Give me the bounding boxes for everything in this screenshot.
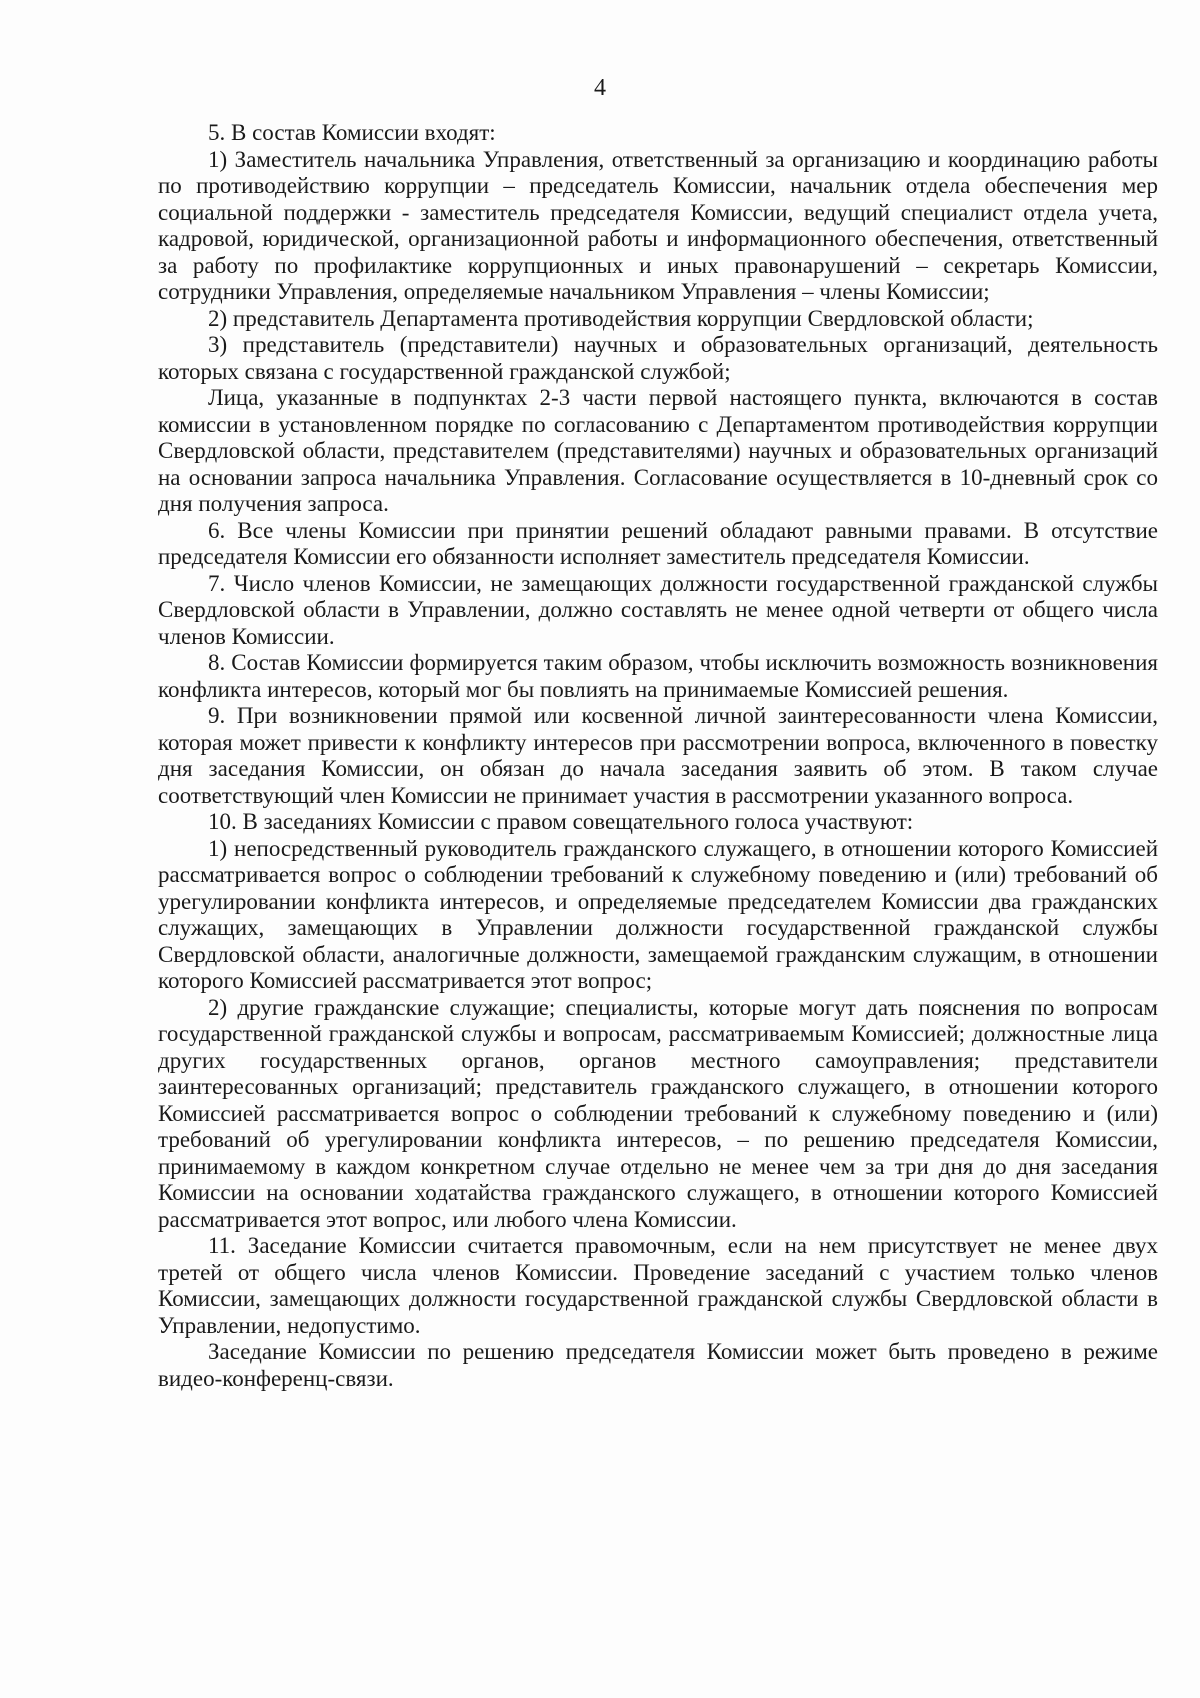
paragraph-11-videoconference: Заседание Комиссии по решению председателя Комиссии может быть проведено в режиме видео-конференц-связи. [158,1339,1158,1391]
page-number: 4 [594,75,606,101]
paragraph-5: 5. В состав Комиссии входят: [208,120,496,145]
paragraph-10: 10. В заседаниях Комиссии с правом совещательного голоса участвуют: [208,809,914,834]
paragraph-9: 9. При возникновении прямой или косвенной личной заинтересованности члена Комиссии, которая может привести к конфликту интересов при рассмотрении вопроса, включенного в повестку дня заседания Комиссии, он обязан до начала заседания заявить об этом. В таком случае соответствующий член Комиссии не принимает участия в рассмотрении указанного вопроса. [158,703,1158,808]
paragraph-5-item-2: 2) представитель Департамента противодействия коррупции Свердловской области; [208,305,1034,331]
paragraph-7: 7. Число членов Комиссии, не замещающих должности государственной гражданской службы Свердловской области в Управлении, должно составлять не менее одной четверти от общего числа членов Комиссии. [158,570,1158,649]
paragraph-5-persons-note: Лица, указанные в подпунктах 2-3 части первой настоящего пункта, включаются в состав комиссии в установленном порядке по согласованию с Департаментом противодействия коррупции Свердловской области, представителем (представителями) научных и образовательных организаций на основании запроса начальника Управления. Согласование осуществляется в 10-дневный срок со дня получения запроса. [158,385,1158,516]
paragraph-11: 11. Заседание Комиссии считается правомочным, если на нем присутствует не менее двух третей от общего числа членов Комиссии. Проведение заседаний с участием только членов Комиссии, замещающих должности государственной гражданской службы Свердловской области в Управлении, недопустимо. [158,1233,1158,1338]
paragraph-5-item-3: 3) представитель (представители) научных и образовательных организаций, деятельность которых связана с государственной гражданской службой; [158,332,1158,384]
paragraph-8: 8. Состав Комиссии формируется таким образом, чтобы исключить возможность возникновения конфликта интересов, который мог бы повлиять на принимаемые Комиссией решения. [158,650,1158,702]
paragraph-10-item-2: 2) другие гражданские служащие; специалисты, которые могут дать пояснения по вопросам государственной гражданской службы и вопросам, рассматриваемым Комиссией; должностные лица других государственных органов, органов местного самоуправления; представители заинтересованных организаций; представитель гражданского служащего, в отношении которого Комиссией рассматривается вопрос о соблюдении требований к служебному поведению и (или) требований об урегулировании конфликта интересов, – по решению председателя Комиссии, принимаемому в каждом конкретном случае отдельно не менее чем за три дня до дня заседания Комиссии на основании ходатайства гражданского служащего, в отношении которого Комиссией рассматривается этот вопрос, или любого члена Комиссии. [158,994,1158,1232]
document-body [158,120,1158,1392]
paragraph-5-item-1: 1) Заместитель начальника Управления, ответственный за организацию и координацию работы по противодействию коррупции – председатель Комиссии, начальник отдела обеспечения мер социальной поддержки - заместитель председателя Комиссии, ведущий специалист отдела учета, кадровой, юридической, организационной работы и информационного обеспечения, ответственный за работу по профилактике коррупционных и иных правонарушений – секретарь Комиссии, сотрудники Управления, определяемые начальником Управления – члены Комиссии; [158,146,1158,304]
paragraph-10-item-1: 1) непосредственный руководитель гражданского служащего, в отношении которого Комиссией рассматривается вопрос о соблюдении требований к служебному поведению и (или) требований об урегулировании конфликта интересов, и определяемые председателем Комиссии два гражданских служащих, замещающих в Управлении должности государственной гражданской службы Свердловской области, аналогичные должности, замещаемой гражданским служащим, в отношении которого Комиссией рассматривается этот вопрос; [158,835,1158,993]
paragraph-6: 6. Все члены Комиссии при принятии решений обладают равными правами. В отсутствие председателя Комиссии его обязанности исполняет заместитель председателя Комиссии. [158,517,1158,569]
